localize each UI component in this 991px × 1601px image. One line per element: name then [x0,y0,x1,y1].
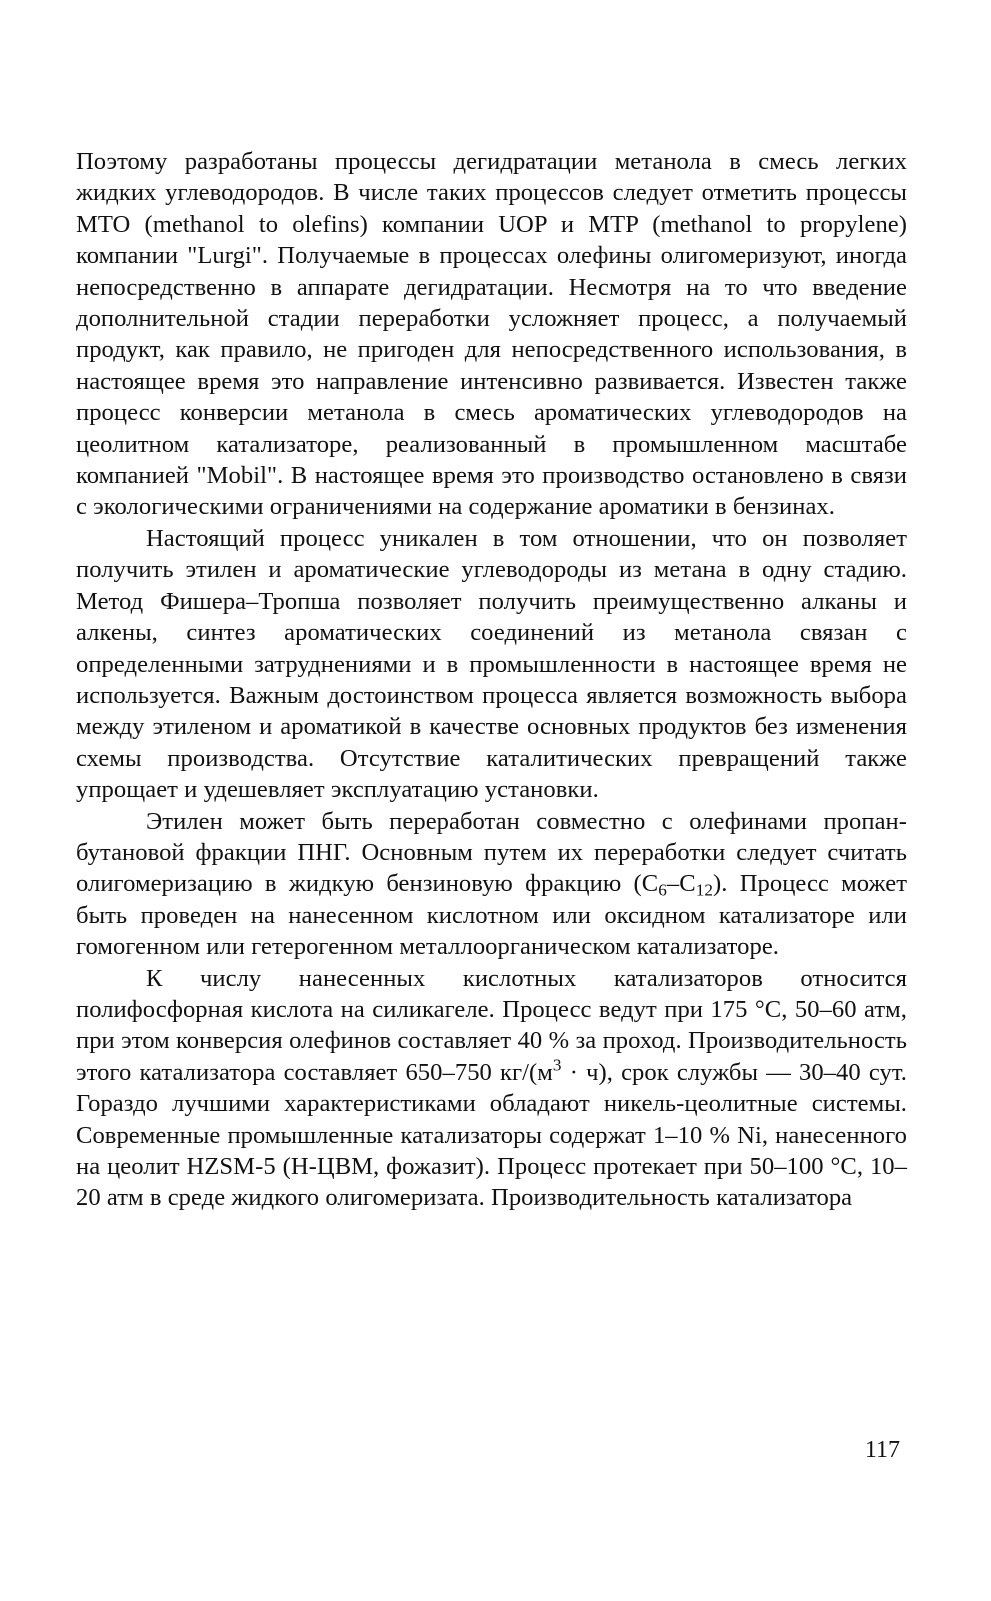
paragraph-4 [76,963,907,1214]
paragraph-3-text-b: –C [666,870,696,898]
paragraph-3-text-c: ). Процесс может быть проведен на нанесенном кислотном или оксидном катализаторе или гомогенном или гетерогенном металлоорганическом катализаторе. [76,870,908,961]
body-text [76,146,907,1214]
paragraph-1: Поэтому разработаны процессы дегидратации метанола в смесь легких жидких углеводородов. В числе таких процессов следует отметить процессы MTO (methanol to olefins) компании UOP и MTP (methanol to propylene) компании "Lurgi". Получаемые в процессах олефины олигомеризуют, иногда непосредственно в аппарате дегидратации. Несмотря на то что введение дополнительной стадии переработки усложняет процесс, а получаемый продукт, как правило, не пригоден для непосредственного использования, в настоящее время это направление интенсивно развивается. Известен также процесс конверсии метанола в смесь ароматических углеводородов на цеолитном катализаторе, реализованный в промышленном масштабе компанией "Mobil". В настоящее время это производство остановлено в связи с экологическими ограничениями на содержание ароматики в бензинах. [76,148,907,521]
subscript-12: 12 [695,880,714,900]
page-number: 117 [864,1437,900,1463]
paragraph-4-text-b: · ч), срок службы — 30–40 сут. Гораздо лучшими характеристиками обладают никель-цеолитные системы. Современные промышленные катализаторы содержат 1–10 % Ni, нанесенного на цеолит HZSM-5 (Н-ЦВМ, фожазит). Процесс протекает при 50–100 °C, 10–20 атм в среде жидкого олигомеризата. Производительность катализатора [76,1058,907,1212]
superscript-3: 3 [552,1055,562,1075]
paragraph-3 [76,806,907,963]
paragraph-3-text-a: Этилен может быть переработан совместно с олефинами пропан-бутановой фракции ПНГ. Основным путем их переработки следует считать олигомеризацию в жидкую бензиновую фракцию (C [76,807,907,898]
paragraph-4-text-a: К числу нанесенных кислотных катализаторов относится полифосфорная кислота на силикагеле. Процесс ведут при 175 °C, 50–60 атм, при этом конверсия олефинов составляет 40 % за проход. Производительность этого катализатора составляет 650–750 кг/(м [76,964,907,1086]
paragraph-2: Настоящий процесс уникален в том отношении, что он позволяет получить этилен и ароматические углеводороды из метана в одну стадию. Метод Фишера–Тропша позволяет получить преимущественно алканы и алкены, синтез ароматических соединений из метанола связан с определенными затруднениями и в промышленности в настоящее время не используется. Важным достоинством процесса является возможность выбора между этиленом и ароматикой в качестве основных продуктов без изменения схемы производства. Отсутствие каталитических превращений также упрощает и удешевляет эксплуатацию установки. [76,524,907,804]
subscript-6: 6 [658,880,667,900]
